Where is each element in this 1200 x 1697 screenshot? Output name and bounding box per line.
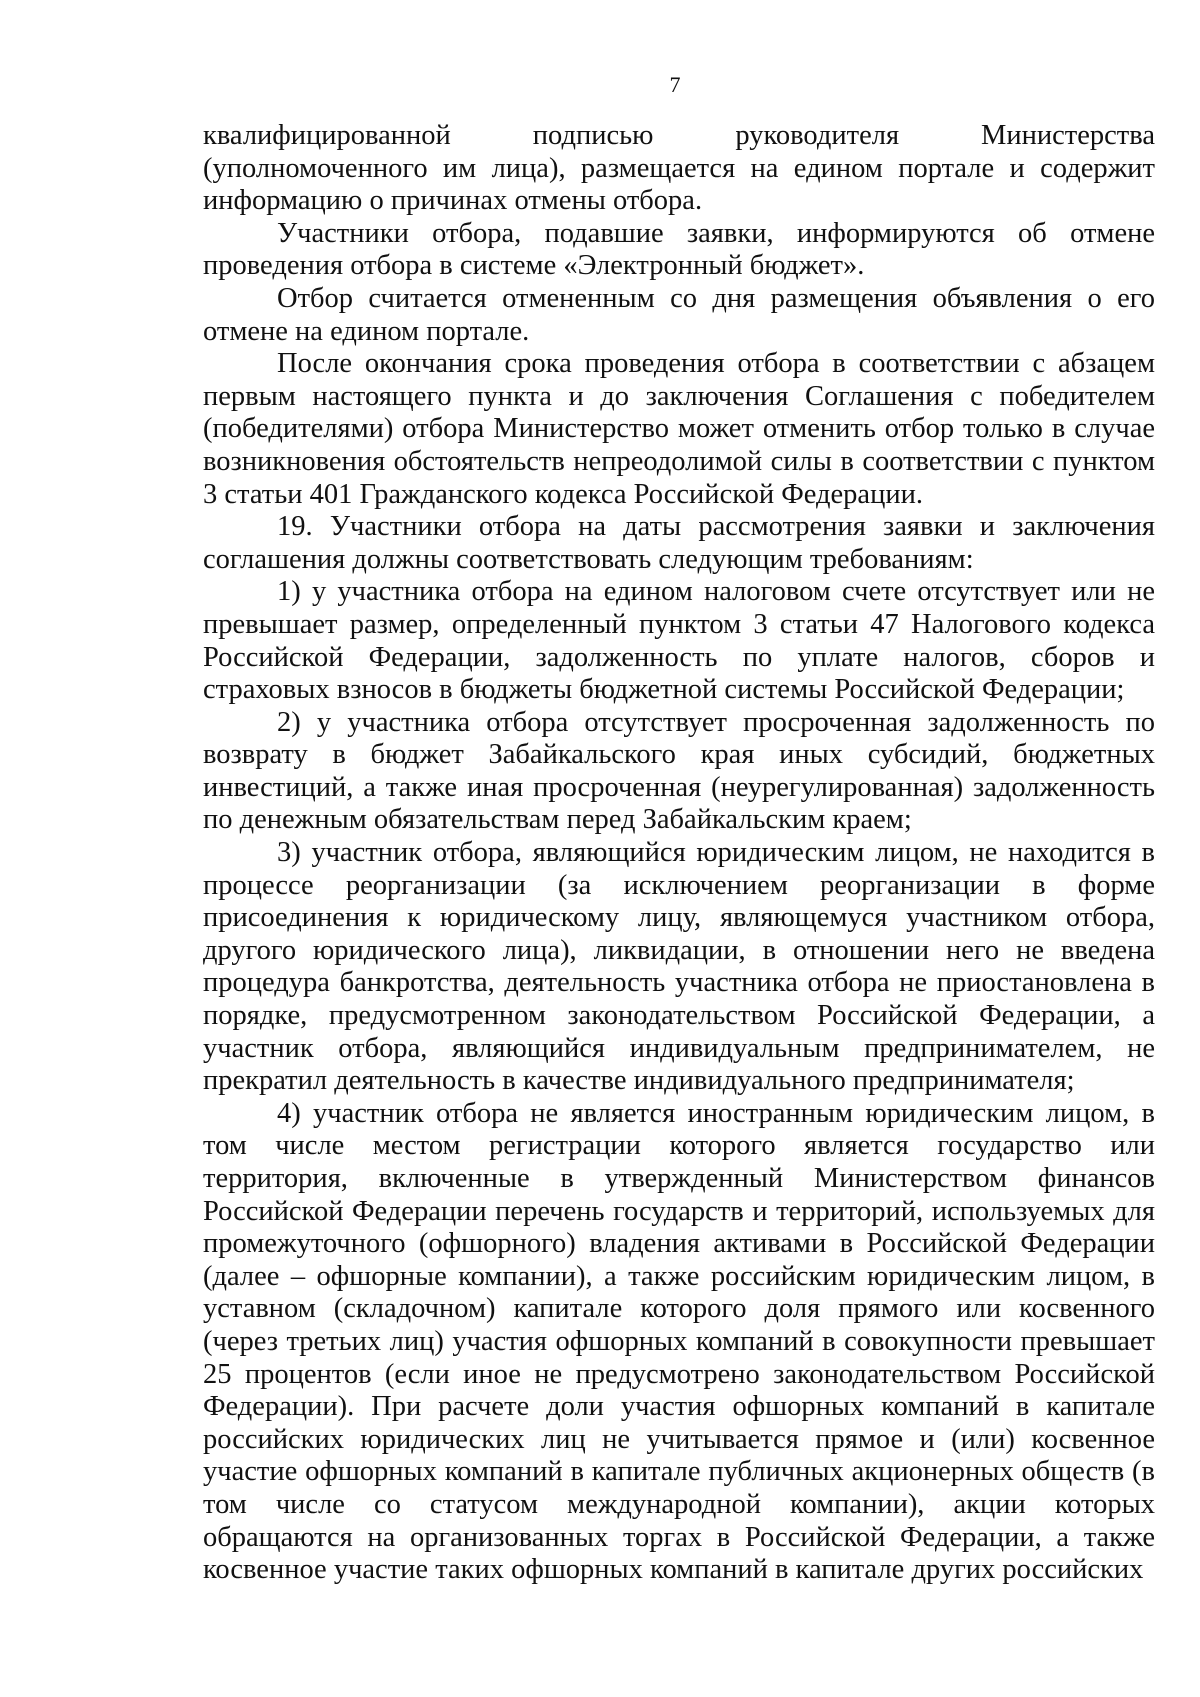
list-item-1: 1) у участника отбора на едином налоговом счете отсутствует или не превышает размер, определенный пунктом 3 статьи 47 Налогового кодекса Российской Федерации, задолженность по уплате налогов, сборов и страховых взносов в бюджеты бюджетной системы Российской Федерации; — [203, 576, 1155, 706]
paragraph-continuation: квалифицированной подписью руководителя Министерства (уполномоченного им лица), размещается на едином портале и содержит информацию о причинах отмены отбора. — [203, 120, 1155, 217]
document-body — [203, 120, 1155, 1587]
paragraph: Отбор считается отмененным со дня размещения объявления о его отмене на едином портале. — [203, 282, 1155, 347]
paragraph: После окончания срока проведения отбора в соответствии с абзацем первым настоящего пункта и до заключения Соглашения с победителем (победителями) отбора Министерство может отменить отбор только в случае возникновения обстоятельств непреодолимой силы в соответствии с пунктом 3 статьи 401 Гражданского кодекса Российской Федерации. — [203, 348, 1155, 510]
page-number: 7 — [669, 72, 681, 97]
paragraph: Участники отбора, подавшие заявки, информируются об отмене проведения отбора в системе «Электронный бюджет». — [203, 217, 1155, 282]
paragraph-clause-19: 19. Участники отбора на даты рассмотрения заявки и заключения соглашения должны соответствовать следующим требованиям: — [203, 511, 1155, 575]
list-item-2: 2) у участника отбора отсутствует просроченная задолженность по возврату в бюджет Забайкальского края иных субсидий, бюджетных инвестиций, а также иная просроченная (неурегулированная) задолженность по денежным обязательствам перед Забайкальским краем; — [203, 706, 1155, 836]
list-item-3: 3) участник отбора, являющийся юридическим лицом, не находится в процессе реорганизации (за исключением реорганизации в форме присоединения к юридическому лицу, являющемуся участником отбора, другого юридического лица), ликвидации, в отношении него не введена процедура банкротства, деятельность участника отбора не приостановлена в порядке, предусмотренном законодательством Российской Федерации, а участник отбора, являющийся индивидуальным предпринимателем, не прекратил деятельность в качестве индивидуального предпринимателя; — [203, 837, 1155, 1097]
list-item-4: 4) участник отбора не является иностранным юридическим лицом, в том числе местом регистрации которого является государство или территория, включенные в утвержденный Министерством финансов Российской Федерации перечень государств и территорий, используемых для промежуточного (офшорного) владения активами в Российской Федерации (далее – офшорные компании), а также российским юридическим лицом, в уставном (складочном) капитале которого доля прямого или косвенного (через третьих лиц) участия офшорных компаний в совокупности превышает 25 процентов (если иное не предусмотрено законодательством Российской Федерации). При расчете доли участия офшорных компаний в капитале российских юридических лиц не учитывается прямое и (или) косвенное участие офшорных компаний в капитале публичных акционерных обществ (в том числе со статусом международной компании), акции которых обращаются на организованных торгах в Российской Федерации, а также косвенное участие таких офшорных компаний в капитале других российских — [203, 1097, 1155, 1586]
